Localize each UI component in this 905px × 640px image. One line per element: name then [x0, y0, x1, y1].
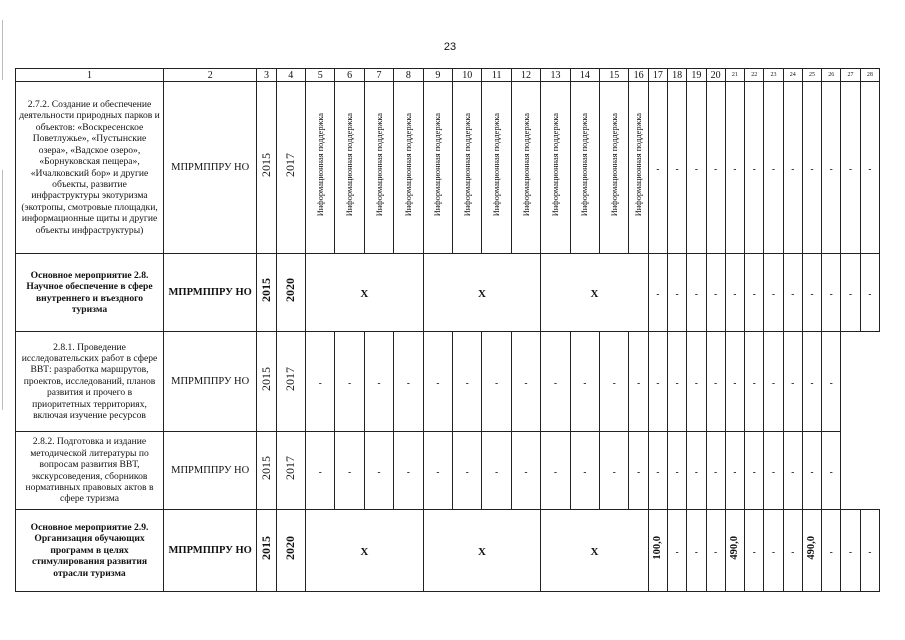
x-mark: X: [590, 287, 599, 300]
dash-cell: [841, 510, 860, 592]
end-year: 2020: [283, 536, 298, 560]
dash-mark: -: [771, 466, 775, 477]
merged-cell: [423, 510, 541, 592]
dash-cell: [482, 432, 511, 510]
executor: МПРМППРУ НО: [164, 254, 257, 332]
dash-mark: -: [791, 546, 795, 557]
dash-cell: [860, 82, 879, 254]
program-table: [15, 68, 880, 592]
header-cell: 20: [706, 69, 725, 82]
end-year-cell: [276, 254, 305, 332]
start-year-cell: [257, 332, 276, 432]
header-cell: 27: [841, 69, 860, 82]
header-cell: 14: [570, 69, 599, 82]
info-support-text: Информационная поддержка: [634, 113, 644, 217]
end-year-cell: [276, 82, 305, 254]
end-year-cell: [276, 432, 305, 510]
dash-cell: [783, 82, 802, 254]
value-cell: [648, 510, 667, 592]
dash-mark: -: [656, 377, 660, 388]
dash-cell: [841, 254, 860, 332]
header-cell: 1: [16, 69, 164, 82]
dash-mark: -: [733, 163, 737, 174]
dash-mark: -: [849, 163, 853, 174]
start-year: 2015: [258, 278, 273, 302]
dash-mark: -: [771, 546, 775, 557]
info-support-text: Информационная поддержка: [521, 113, 531, 217]
end-year-cell: [276, 510, 305, 592]
dash-mark: -: [752, 546, 756, 557]
dash-cell: [570, 432, 599, 510]
dash-mark: -: [791, 163, 795, 174]
dash-cell: [802, 254, 821, 332]
x-mark: X: [477, 287, 486, 300]
end-year: 2017: [283, 456, 298, 480]
value-cell: [802, 510, 821, 592]
dash-cell: [802, 432, 821, 510]
dash-mark: -: [495, 466, 499, 477]
info-cell: [600, 82, 629, 254]
dash-mark: -: [868, 546, 872, 557]
end-year-cell: [276, 332, 305, 432]
header-cell: 5: [306, 69, 335, 82]
dash-mark: -: [694, 466, 698, 477]
table-row: [16, 510, 880, 592]
dash-cell: [764, 432, 783, 510]
dash-cell: [629, 332, 648, 432]
dash-cell: [725, 432, 744, 510]
dash-cell: [364, 432, 393, 510]
header-cell: 8: [394, 69, 423, 82]
header-cell: 2: [164, 69, 257, 82]
activity-name: 2.8.2. Подготовка и издание методической литературы по вопросам развития ВВТ, экскурсоведения, сборников нормативных правовых актов в сфере туризма: [16, 432, 164, 510]
header-cell: 19: [687, 69, 706, 82]
dash-cell: [860, 254, 879, 332]
dash-cell: [453, 432, 482, 510]
merged-cell: [306, 254, 424, 332]
table-row: [16, 254, 880, 332]
header-cell: 24: [783, 69, 802, 82]
merged-cell: [541, 510, 648, 592]
dash-mark: -: [524, 466, 528, 477]
dash-cell: [706, 332, 725, 432]
dash-mark: -: [810, 163, 814, 174]
header-cell: 12: [511, 69, 540, 82]
dash-mark: -: [791, 288, 795, 299]
dash-cell: [668, 254, 687, 332]
dash-mark: -: [810, 288, 814, 299]
dash-cell: [453, 332, 482, 432]
dash-mark: -: [694, 288, 698, 299]
dash-mark: -: [377, 466, 381, 477]
info-cell: [335, 82, 364, 254]
dash-mark: -: [752, 163, 756, 174]
executor: МПРМППРУ НО: [164, 332, 257, 432]
dash-mark: -: [714, 466, 718, 477]
dash-cell: [745, 332, 764, 432]
activity-name: Основное мероприятие 2.8. Научное обеспечение в сфере внутреннего и въездного туризма: [16, 254, 164, 332]
dash-cell: [306, 432, 335, 510]
header-cell: 7: [364, 69, 393, 82]
info-support-text: Информационная поддержка: [433, 113, 443, 217]
start-year: 2015: [258, 153, 273, 177]
activity-name: 2.7.2. Создание и обеспечение деятельности природных парков и объектов: «Воскресенское Поветлужье», «Пустынские озера», «Вадское озеро», «Борнуковская пещера», «Ичалковский бор» и другие объекты, развитие инфраструктуры экотуризма (экотропы, смотровые площадки, информационные щиты и другие объекты инфраструктуры): [16, 82, 164, 254]
info-cell: [511, 82, 540, 254]
dash-mark: -: [829, 163, 833, 174]
dash-cell: [335, 332, 364, 432]
dash-mark: -: [771, 377, 775, 388]
dash-cell: [687, 254, 706, 332]
dash-cell: [394, 432, 423, 510]
dash-mark: -: [406, 466, 410, 477]
header-cell: 25: [802, 69, 821, 82]
dash-mark: -: [675, 546, 679, 557]
dash-cell: [725, 82, 744, 254]
header-cell: 10: [453, 69, 482, 82]
dash-mark: -: [348, 466, 352, 477]
x-mark: X: [590, 545, 599, 558]
dash-mark: -: [694, 163, 698, 174]
dash-cell: [570, 332, 599, 432]
dash-mark: -: [694, 377, 698, 388]
dash-mark: -: [714, 377, 718, 388]
end-year: 2017: [283, 367, 298, 391]
dash-cell: [668, 432, 687, 510]
dash-mark: -: [810, 466, 814, 477]
executor: МПРМППРУ НО: [164, 432, 257, 510]
dash-mark: -: [553, 466, 557, 477]
table-row: [16, 332, 880, 432]
info-support-text: Информационная поддержка: [550, 113, 560, 217]
dash-cell: [783, 254, 802, 332]
dash-mark: -: [771, 163, 775, 174]
dash-mark: -: [436, 377, 440, 388]
header-row: [16, 69, 880, 82]
header-cell: 11: [482, 69, 511, 82]
dash-cell: [783, 432, 802, 510]
header-cell: 15: [600, 69, 629, 82]
dash-cell: [802, 82, 821, 254]
dash-cell: [745, 510, 764, 592]
activity-name: Основное мероприятие 2.9. Организация обучающих программ в целях стимулирования развития отрасли туризма: [16, 510, 164, 592]
dash-cell: [668, 82, 687, 254]
table-row: [16, 82, 880, 254]
dash-mark: -: [733, 377, 737, 388]
dash-mark: -: [675, 163, 679, 174]
info-cell: [482, 82, 511, 254]
dash-mark: -: [675, 377, 679, 388]
dash-cell: [687, 432, 706, 510]
scan-margin-line: [2, 170, 3, 410]
dash-cell: [725, 254, 744, 332]
dash-mark: -: [637, 466, 641, 477]
dash-mark: -: [694, 546, 698, 557]
dash-mark: -: [318, 377, 322, 388]
info-cell: [541, 82, 570, 254]
dash-mark: -: [849, 288, 853, 299]
start-year-cell: [257, 432, 276, 510]
dash-cell: [687, 510, 706, 592]
info-cell: [394, 82, 423, 254]
dash-cell: [764, 510, 783, 592]
dash-cell: [706, 254, 725, 332]
dash-cell: [764, 332, 783, 432]
dash-mark: -: [714, 288, 718, 299]
dash-cell: [706, 82, 725, 254]
dash-cell: [860, 510, 879, 592]
info-support-text: Информационная поддержка: [492, 113, 502, 217]
dash-cell: [822, 82, 841, 254]
dash-mark: -: [752, 377, 756, 388]
dash-cell: [822, 510, 841, 592]
header-cell: 3: [257, 69, 276, 82]
header-cell: 17: [648, 69, 667, 82]
info-cell: [306, 82, 335, 254]
dash-cell: [783, 332, 802, 432]
dash-mark: -: [733, 466, 737, 477]
dash-cell: [745, 254, 764, 332]
dash-mark: -: [829, 377, 833, 388]
scan-margin-line: [2, 20, 3, 80]
header-cell: 23: [764, 69, 783, 82]
dash-cell: [364, 332, 393, 432]
dash-mark: -: [752, 466, 756, 477]
budget-value: 490,0: [729, 536, 741, 560]
dash-mark: -: [495, 377, 499, 388]
x-mark: X: [360, 545, 369, 558]
dash-mark: -: [348, 377, 352, 388]
dash-cell: [482, 332, 511, 432]
dash-cell: [764, 254, 783, 332]
dash-cell: [822, 254, 841, 332]
header-cell: 9: [423, 69, 452, 82]
dash-cell: [706, 432, 725, 510]
dash-mark: -: [868, 163, 872, 174]
info-cell: [629, 82, 648, 254]
dash-mark: -: [377, 377, 381, 388]
dash-mark: -: [714, 546, 718, 557]
dash-mark: -: [675, 288, 679, 299]
dash-cell: [306, 332, 335, 432]
dash-mark: -: [406, 377, 410, 388]
dash-mark: -: [553, 377, 557, 388]
x-mark: X: [477, 545, 486, 558]
dash-cell: [541, 432, 570, 510]
dash-cell: [841, 82, 860, 254]
dash-mark: -: [829, 288, 833, 299]
dash-mark: -: [791, 466, 795, 477]
start-year: 2015: [258, 456, 273, 480]
value-cell: [725, 510, 744, 592]
dash-cell: [802, 332, 821, 432]
header-cell: 26: [822, 69, 841, 82]
dash-mark: -: [849, 546, 853, 557]
dash-mark: -: [318, 466, 322, 477]
dash-cell: [668, 510, 687, 592]
dash-mark: -: [465, 466, 469, 477]
dash-mark: -: [465, 377, 469, 388]
info-support-text: Информационная поддержка: [462, 113, 472, 217]
dash-mark: -: [733, 288, 737, 299]
dash-mark: -: [656, 466, 660, 477]
start-year: 2015: [258, 536, 273, 560]
executor: МПРМППРУ НО: [164, 82, 257, 254]
end-year: 2020: [283, 278, 298, 302]
info-support-text: Информационная поддержка: [315, 113, 325, 217]
start-year-cell: [257, 510, 276, 592]
info-support-text: Информационная поддержка: [345, 113, 355, 217]
dash-cell: [783, 510, 802, 592]
dash-mark: -: [675, 466, 679, 477]
dash-cell: [687, 332, 706, 432]
budget-value: 100,0: [652, 536, 664, 560]
dash-cell: [706, 510, 725, 592]
header-cell: 4: [276, 69, 305, 82]
dash-cell: [648, 432, 667, 510]
dash-cell: [648, 82, 667, 254]
dash-cell: [600, 332, 629, 432]
dash-mark: -: [612, 466, 616, 477]
dash-mark: -: [752, 288, 756, 299]
dash-cell: [629, 432, 648, 510]
dash-mark: -: [436, 466, 440, 477]
dash-cell: [648, 332, 667, 432]
dash-cell: [600, 432, 629, 510]
info-support-text: Информационная поддержка: [609, 113, 619, 217]
dash-cell: [511, 332, 540, 432]
dash-cell: [822, 432, 841, 510]
dash-cell: [648, 254, 667, 332]
header-cell: 28: [860, 69, 879, 82]
dash-cell: [725, 332, 744, 432]
dash-mark: -: [656, 288, 660, 299]
merged-cell: [306, 510, 424, 592]
dash-cell: [511, 432, 540, 510]
dash-mark: -: [829, 466, 833, 477]
info-cell: [453, 82, 482, 254]
dash-mark: -: [791, 377, 795, 388]
dash-mark: -: [868, 288, 872, 299]
dash-cell: [745, 82, 764, 254]
dash-mark: -: [810, 377, 814, 388]
dash-cell: [541, 332, 570, 432]
info-support-text: Информационная поддержка: [403, 113, 413, 217]
info-support-text: Информационная поддержка: [374, 113, 384, 217]
dash-mark: -: [771, 288, 775, 299]
dash-cell: [764, 82, 783, 254]
info-support-text: Информационная поддержка: [580, 113, 590, 217]
dash-cell: [394, 332, 423, 432]
header-cell: 6: [335, 69, 364, 82]
dash-cell: [745, 432, 764, 510]
header-cell: 18: [668, 69, 687, 82]
dash-mark: -: [714, 163, 718, 174]
page-number: 23: [443, 41, 457, 53]
dash-mark: -: [656, 163, 660, 174]
dash-mark: -: [583, 466, 587, 477]
dash-cell: [822, 332, 841, 432]
header-cell: 22: [745, 69, 764, 82]
start-year: 2015: [258, 367, 273, 391]
x-mark: X: [360, 287, 369, 300]
table-row: [16, 432, 880, 510]
info-cell: [570, 82, 599, 254]
start-year-cell: [257, 254, 276, 332]
budget-value: 490,0: [806, 536, 818, 560]
executor: МПРМППРУ НО: [164, 510, 257, 592]
info-cell: [364, 82, 393, 254]
header-cell: 16: [629, 69, 648, 82]
header-cell: 21: [725, 69, 744, 82]
dash-mark: -: [583, 377, 587, 388]
start-year-cell: [257, 82, 276, 254]
merged-cell: [541, 254, 648, 332]
dash-cell: [687, 82, 706, 254]
dash-cell: [423, 332, 452, 432]
dash-cell: [423, 432, 452, 510]
dash-mark: -: [637, 377, 641, 388]
dash-mark: -: [524, 377, 528, 388]
dash-cell: [335, 432, 364, 510]
dash-cell: [668, 332, 687, 432]
end-year: 2017: [283, 153, 298, 177]
dash-mark: -: [829, 546, 833, 557]
activity-name: 2.8.1. Проведение исследовательских работ в сфере ВВТ: разработка маршрутов, проектов, исследований, планов развития и прочего в приоритетных территориях, включая изучение ресурсов: [16, 332, 164, 432]
header-cell: 13: [541, 69, 570, 82]
merged-cell: [423, 254, 541, 332]
info-cell: [423, 82, 452, 254]
dash-mark: -: [612, 377, 616, 388]
